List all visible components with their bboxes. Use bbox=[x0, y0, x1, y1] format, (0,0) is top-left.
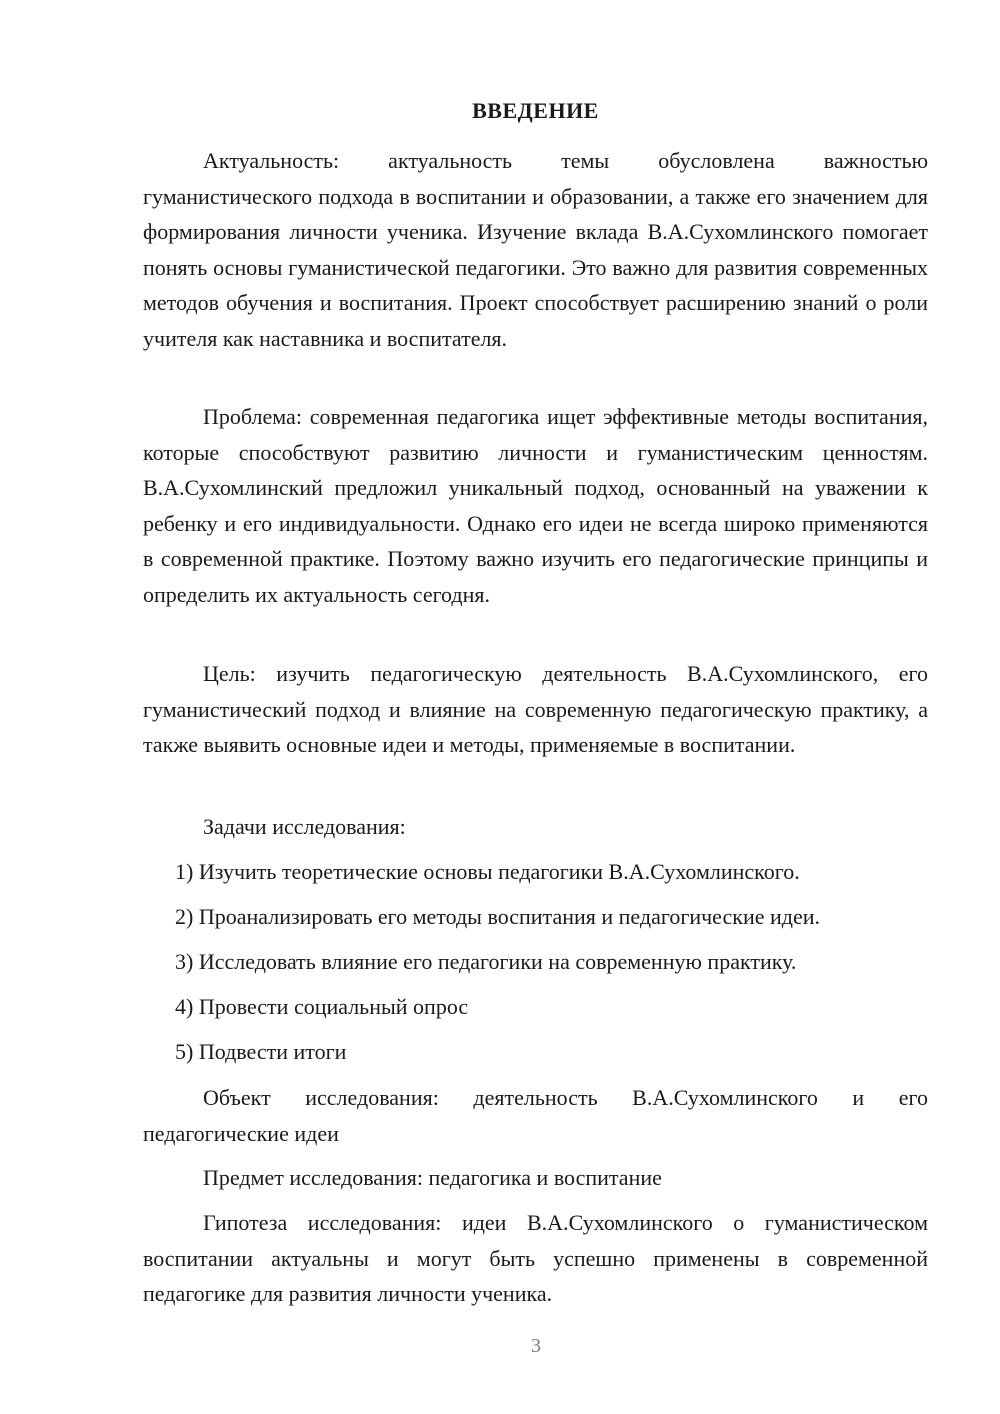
problem-paragraph: Проблема: современная педагогика ищет эффективные методы воспитания, которые способствуют развитию личности и гуманистическим ценностям. В.А.Сухомлинский предложил уникальный подход, основанный на уважении к ребенку и его индивидуальности. Однако его идеи не всегда широко применяются в современной практике. Поэтому важно изучить его педагогические принципы и определить их актуальность сегодня. bbox=[143, 404, 928, 607]
hypothesis-paragraph: Гипотеза исследования: идеи В.А.Сухомлинского о гуманистическом воспитании актуальны и могут быть успешно применены в современной педагогике для развития личности ученика. bbox=[143, 1210, 928, 1306]
page-number: 3 bbox=[531, 1335, 541, 1357]
subject-paragraph: Предмет исследования: педагогика и воспитание bbox=[203, 1165, 662, 1190]
task-item: 3) Исследовать влияние его педагогики на современную практику. bbox=[175, 949, 797, 974]
object-paragraph: Объект исследования: деятельность В.А.Сухомлинского и его педагогические идеи bbox=[143, 1085, 928, 1146]
task-item: 2) Проанализировать его методы воспитания и педагогические идеи. bbox=[175, 904, 820, 929]
goal-paragraph: Цель: изучить педагогическую деятельность В.А.Сухомлинского, его гуманистический подход и влияние на современную педагогическую практику, а также выявить основные идеи и методы, применяемые в воспитании. bbox=[143, 661, 928, 757]
task-item: 5) Подвести итоги bbox=[175, 1039, 347, 1064]
task-item: 4) Провести социальный опрос bbox=[175, 994, 469, 1019]
relevance-paragraph: Актуальность: актуальность темы обусловлена важностью гуманистического подхода в воспитании и образовании, а также его значением для формирования личности ученика. Изучение вклада В.А.Сухомлинского помогает понять основы гуманистической педагогики. Это важно для развития современных методов обучения и воспитания. Проект способствует расширению знаний о роли учителя как наставника и воспитателя. bbox=[143, 148, 928, 351]
page-title: ВВЕДЕНИЕ bbox=[472, 98, 599, 123]
tasks-title: Задачи исследования: bbox=[203, 814, 406, 839]
task-item: 1) Изучить теоретические основы педагогики В.А.Сухомлинского. bbox=[175, 859, 800, 884]
